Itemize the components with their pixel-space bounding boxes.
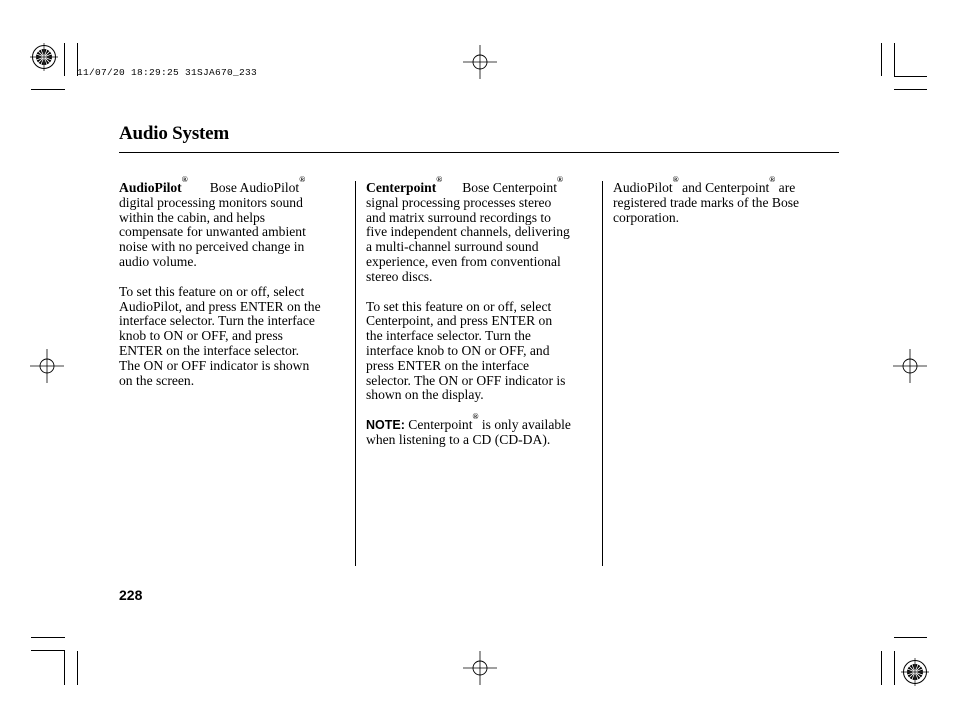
registration-starburst-icon: [30, 43, 58, 71]
crop-mark: [894, 76, 927, 77]
column-centerpoint: Centerpoint®Bose Centerpoint® signal processing processes stereo and matrix surround recordings to five independent channels, delivering a multi-channel surround sound experience, even from conventional stereo discs. To set this feature on or off, select Centerpoint, and press ENTER on the interface selector. Turn the interface knob to ON or OFF, and press ENTER on the interface selector. The ON or OFF indicator is shown on the display. NOTE: Centerpoint® is only available when listening to a CD (CD-DA).: [366, 175, 571, 447]
note-label: NOTE:: [366, 418, 405, 433]
audiopilot-intro: AudioPilot®Bose AudioPilot®: [119, 175, 306, 195]
crop-mark: [31, 650, 65, 651]
column-divider: [355, 181, 356, 566]
registration-starburst-icon: [901, 658, 929, 686]
centerpoint-intro: Centerpoint®Bose Centerpoint®: [366, 175, 563, 195]
column-divider: [602, 181, 603, 566]
note: NOTE: Centerpoint® is only available: [366, 412, 571, 433]
page-number: 228: [119, 587, 143, 603]
crop-mark: [64, 651, 65, 685]
crop-mark: [881, 43, 882, 76]
crosshair-icon: [30, 349, 64, 383]
column-audiopilot: AudioPilot®Bose AudioPilot® digital processing monitors sound within the cabin, and helps compensate for unwanted ambient noise with no perceived change in audio volume. To set this feature on or off, select AudioPilot, and press ENTER on the interface selector. Turn the interface knob to ON or OFF, and press ENTER on the interface selector. The ON or OFF indicator is shown on the screen.: [119, 175, 321, 388]
crop-mark: [894, 43, 895, 76]
crop-mark: [894, 651, 895, 685]
crosshair-icon: [893, 349, 927, 383]
crop-mark: [64, 43, 65, 76]
crop-mark: [894, 637, 927, 638]
crop-mark: [894, 89, 927, 90]
crosshair-icon: [463, 651, 497, 685]
print-info: 11/07/20 18:29:25 31SJA670_233: [77, 67, 258, 78]
crop-mark: [881, 651, 882, 685]
trademark-note: AudioPilot® and Centerpoint® are: [613, 175, 796, 195]
crop-mark: [31, 89, 65, 90]
page-title: Audio System: [119, 123, 230, 144]
centerpoint-heading: Centerpoint: [366, 180, 437, 195]
crosshair-icon: [463, 45, 497, 79]
audiopilot-heading: AudioPilot: [119, 180, 182, 195]
crop-mark: [77, 651, 78, 685]
title-rule: [119, 152, 839, 153]
crop-mark: [31, 637, 65, 638]
column-trademark: AudioPilot® and Centerpoint® are registered trade marks of the Bose corporation.: [613, 175, 800, 225]
